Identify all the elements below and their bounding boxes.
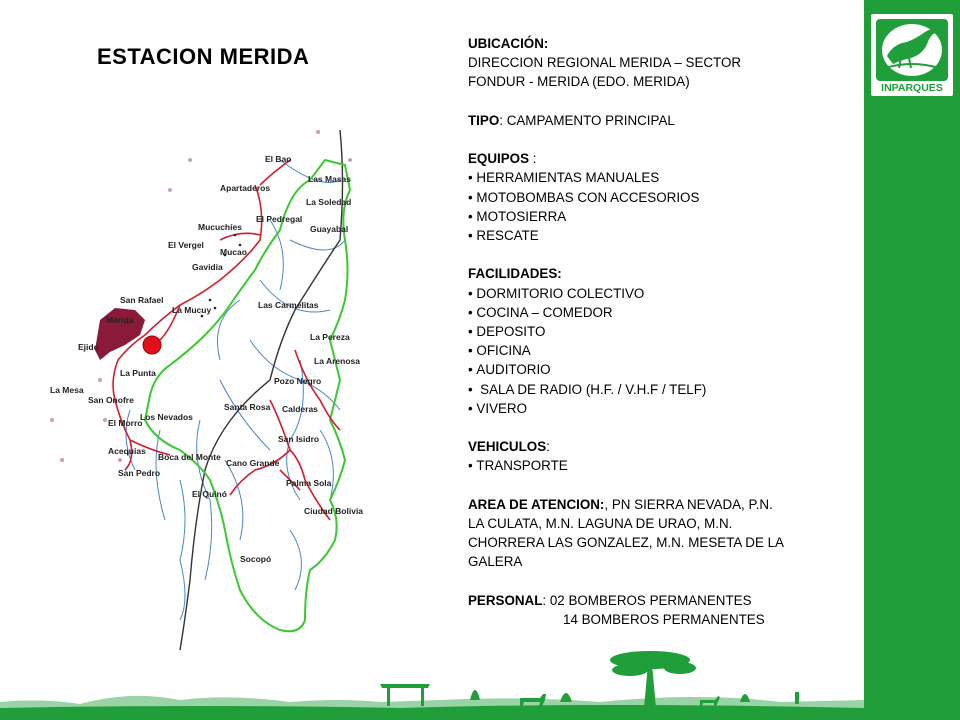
place-label: Las Carmelitas [258, 300, 319, 310]
place-label: El Bao [265, 154, 292, 164]
station-info [468, 34, 858, 629]
brand-sidebar [864, 0, 960, 720]
vehiculos-label: VEHICULOS [468, 439, 547, 455]
area-label: AREA DE ATENCION: [468, 496, 605, 512]
place-label: La Arenosa [314, 356, 360, 366]
page-title: ESTACION MERIDA [97, 44, 310, 69]
station-marker [143, 336, 161, 354]
ubicacion-section [468, 34, 858, 92]
facilidades-item: • AUDITORIO [468, 360, 858, 379]
place-label: San Pedro [118, 468, 161, 478]
area-line: GALERA [468, 554, 523, 570]
place-label: La Mucuy [172, 305, 212, 315]
place-label: El Quinó [192, 489, 227, 499]
place-label: Guayabal [310, 224, 349, 234]
place-label: La Soledad [306, 197, 352, 207]
place-label: Ciudad Bolivia [304, 506, 364, 516]
personal-line: 14 BOMBEROS PERMANENTES [563, 612, 765, 627]
place-label: San Rafael [120, 295, 164, 305]
inparques-logo [871, 14, 953, 96]
facilidades-section [468, 264, 858, 418]
place-label: San Isidro [278, 434, 320, 444]
vehiculos-item: • TRANSPORTE [468, 456, 858, 475]
place-label: Las Masas [308, 174, 351, 184]
ubicacion-line: FONDUR - MERIDA (EDO. MERIDA) [468, 74, 690, 90]
place-label: El Vergel [168, 240, 204, 250]
place-label: La Mesa [50, 385, 84, 395]
place-label: Socopó [240, 554, 272, 564]
place-label: Mucao [220, 247, 247, 257]
equipos-item: • MOTOSIERRA [468, 207, 858, 226]
facilidades-item: • COCINA – COMEDOR [468, 303, 858, 322]
tipo-value: : CAMPAMENTO PRINCIPAL [499, 112, 675, 128]
area-line: , PN SIERRA NEVADA, P.N. [604, 496, 773, 512]
facilidades-item: • VIVERO [468, 399, 858, 418]
place-label: La Punta [120, 368, 156, 378]
place-label: Mérida [106, 315, 134, 325]
personal-line: : 02 BOMBEROS PERMANENTES [542, 592, 752, 608]
place-label: Palma Sola [286, 478, 332, 488]
ubicacion-line: DIRECCION REGIONAL MERIDA – SECTOR [468, 55, 742, 71]
facilidades-item: • DORMITORIO COLECTIVO [468, 284, 858, 303]
place-label: Mucuchíes [198, 222, 242, 232]
equipos-section [468, 149, 858, 245]
place-label: Apartaderos [220, 183, 271, 193]
tipo-section [468, 111, 858, 130]
place-label: Los Nevados [140, 412, 193, 422]
equipos-label: EQUIPOS [468, 151, 530, 167]
equipos-item: • MOTOBOMBAS CON ACCESORIOS [468, 188, 858, 207]
place-label: Cano Grande [226, 458, 280, 468]
place-label: El Morro [108, 418, 143, 428]
place-label: El Pedregal [256, 214, 303, 224]
region-map [40, 120, 370, 660]
logo-text: INPARQUES [881, 82, 943, 94]
place-label: Gavidia [192, 262, 223, 272]
place-label: Ejido [78, 342, 99, 352]
place-label: Boca del Monte [158, 452, 221, 462]
place-label: Pozo Negro [274, 376, 322, 386]
facilidades-heading: FACILIDADES: [468, 266, 562, 282]
area-section [468, 495, 858, 572]
area-line: LA CULATA, M.N. LAGUNA DE URAO, M.N. [468, 516, 733, 531]
place-label: Calderas [282, 404, 318, 414]
ubicacion-heading: UBICACIÓN: [468, 36, 549, 51]
equipos-suffix: : [529, 151, 537, 167]
place-label: Acequias [108, 446, 146, 456]
facilidades-item: • OFICINA [468, 341, 858, 360]
vehiculos-suffix: : [546, 439, 550, 455]
footer-landscape [0, 640, 864, 720]
equipos-item: • HERRAMIENTAS MANUALES [468, 168, 858, 187]
facilidades-item: • SALA DE RADIO (H.F. / V.H.F / TELF) [468, 380, 858, 399]
equipos-item: • RESCATE [468, 226, 858, 245]
facilidades-item: • DEPOSITO [468, 322, 858, 341]
place-label: La Pereza [310, 332, 350, 342]
place-label: San Onofre [88, 395, 134, 405]
vehiculos-section [468, 437, 858, 475]
area-line: CHORRERA LAS GONZALEZ, M.N. MESETA DE LA [468, 535, 784, 551]
tipo-label: TIPO [468, 112, 500, 128]
personal-section [468, 591, 858, 629]
place-label: Santa Rosa [224, 402, 271, 412]
personal-label: PERSONAL [468, 592, 543, 608]
